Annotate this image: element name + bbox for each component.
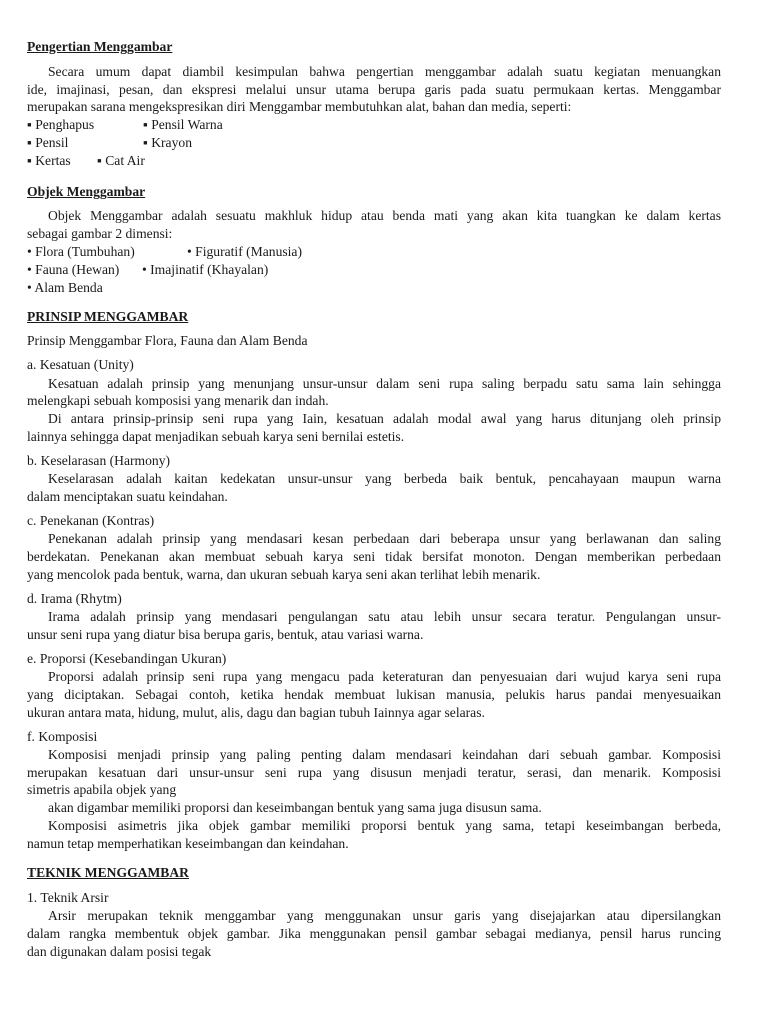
tools-list-row <box>27 134 721 151</box>
prinsip-subtitle: Prinsip Menggambar Flora, Fauna dan Alam Benda <box>27 333 308 348</box>
list-item: • Fauna (Hewan) <box>27 262 120 277</box>
paragraph-line: Komposisi menjadi prinsip yang paling penting dalam mendasari keindahan dari sebuah gambar. Komposisi <box>48 747 721 762</box>
paragraph-line: simetris apabila objek yang <box>27 782 177 797</box>
list-item: • Alam Benda <box>27 280 103 295</box>
paragraph-line: namun tetap memperhatikan keseimbangan dan keindahan. <box>27 836 349 851</box>
section-title-b: b. Keselarasan (Harmony) <box>27 453 171 468</box>
paragraph-line: Penekanan adalah prinsip yang mendasari kesan perbedaan dari beberapa unsur yang berlawanan dan saling <box>48 531 721 546</box>
paragraph-line: Proporsi adalah prinsip seni rupa yang mengacu pada keteraturan dan penyesuaian dari wujud karya seni rupa <box>48 669 721 684</box>
paragraph-line: merupakan sarana mengekspresikan diri Menggambar membutuhkan alat, bahan dan media, seperti: <box>27 99 572 114</box>
paragraph-line: merupakan kesatuan dari unsur-unsur seni rupa yang disusun menjadi teratur, serasi, dan menarik. Komposisi <box>27 765 721 780</box>
list-item: ▪ Pensil <box>27 135 69 150</box>
paragraph-line: dalam rangka membentuk objek gambar. Jika menggunakan pensil gambar sebagai medianya, pensil harus runcing <box>27 926 721 941</box>
section-title-teknik-arsir: 1. Teknik Arsir <box>27 890 109 905</box>
paragraph-line: Kesatuan adalah prinsip yang menunjang unsur-unsur dalam seni rupa saling berpadu satu sama lain sehingga <box>48 376 721 391</box>
paragraph-line: unsur seni rupa yang diatur bisa berupa garis, bentuk, atau variasi warna. <box>27 627 424 642</box>
paragraph-line: Di antara prinsip-prinsip seni rupa yang Iain, kesatuan adalah modal awal yang harus ditunjang oleh prinsip <box>48 411 721 426</box>
list-item: • Flora (Tumbuhan) <box>27 244 135 259</box>
paragraph-line: ide, imajinasi, pesan, dan ekspresi melalui unsur utama berupa garis pada suatu permukaan kertas. Menggambar <box>27 82 721 97</box>
paragraph-line: Secara umum dapat diambil kesimpulan bahwa pengertian menggambar adalah suatu kegiatan menuangkan <box>48 64 721 79</box>
paragraph-line: ukuran antara mata, hidung, mulut, alis, dagu dan bagian tubuh Iainnya agar selaras. <box>27 705 485 720</box>
list-item: ▪ Krayon <box>143 135 192 150</box>
paragraph-line: dalam menciptakan suatu keindahan. <box>27 489 228 504</box>
paragraph-line: sebagai gambar 2 dimensi: <box>27 226 173 241</box>
paragraph-line: dan digunakan dalam posisi tegak <box>27 944 212 959</box>
paragraph-line: yang mencolok pada bentuk, warna, dan ukuran sebuah karya seni akan terlihat lebih menarik. <box>27 567 541 582</box>
heading-pengertian: Pengertian Menggambar <box>27 39 173 54</box>
section-title-d: d. Irama (Rhytm) <box>27 591 122 606</box>
paragraph-line: Komposisi asimetris jika objek gambar memiliki proporsi bentuk yang sama, tetapi keseimbangan berbeda, <box>48 818 721 833</box>
tools-list-row <box>27 152 721 169</box>
section-title-f: f. Komposisi <box>27 729 98 744</box>
paragraph-line: Irama adalah prinsip yang mendasari pengulangan satu atau lebih unsur secara teratur. Pengulangan unsur- <box>48 609 721 624</box>
list-item: • Imajinatif (Khayalan) <box>142 262 269 277</box>
section-title-a: a. Kesatuan (Unity) <box>27 357 134 372</box>
tools-list-row <box>27 116 721 133</box>
list-item: ▪ Cat Air <box>97 153 145 168</box>
paragraph-line: lainnya sehingga dapat menjadikan sebuah karya seni bernilai estetis. <box>27 429 405 444</box>
paragraph-line: Arsir merupakan teknik menggambar yang menggunakan unsur garis yang disejajarkan atau dipersilangkan <box>48 908 721 923</box>
section-title-e: e. Proporsi (Kesebandingan Ukuran) <box>27 651 227 666</box>
paragraph-line: akan digambar memiliki proporsi dan keseimbangan bentuk yang sama juga disusun sama. <box>48 800 542 815</box>
objek-list-row <box>27 261 721 278</box>
paragraph-line: melengkapi sebuah komposisi yang menarik dan indah. <box>27 393 329 408</box>
section-title-c: c. Penekanan (Kontras) <box>27 513 155 528</box>
list-item: ▪ Penghapus <box>27 117 95 132</box>
paragraph-line: Objek Menggambar adalah sesuatu makhluk hidup atau benda mati yang akan kita tuangkan ke dalam kertas <box>48 208 721 223</box>
paragraph-line: Keselarasan adalah kaitan kedekatan unsur-unsur yang berbeda baik bentuk, pencahayaan maupun warna <box>48 471 721 486</box>
paragraph-line: berdekatan. Penekanan akan membuat sebuah karya seni tidak bersifat monoton. Dengan memberikan perbedaan <box>27 549 721 564</box>
paragraph-line: yang diciptakan. Sebagai contoh, ketika hendak membuat lukisan manusia, pelukis harus pandai menyesuaikan <box>27 687 721 702</box>
objek-list-row <box>27 243 721 260</box>
list-item: ▪ Pensil Warna <box>143 117 223 132</box>
heading-prinsip: PRINSIP MENGGAMBAR <box>27 309 189 324</box>
heading-teknik: TEKNIK MENGGAMBAR <box>27 865 189 880</box>
list-item: • Figuratif (Manusia) <box>187 244 302 259</box>
objek-list-row <box>27 279 721 296</box>
heading-objek: Objek Menggambar <box>27 184 146 199</box>
list-item: ▪ Kertas <box>27 153 71 168</box>
